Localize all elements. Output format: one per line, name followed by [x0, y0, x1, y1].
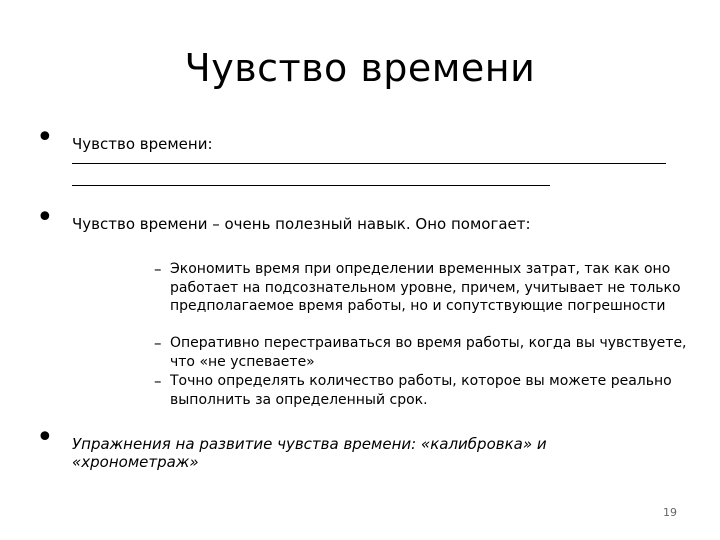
sub-item-text: Точно определять количество работы, которое вы можете реально выполнить за определенный срок. — [170, 373, 672, 408]
slide-title: Чувство времени — [184, 46, 536, 90]
dash-marker: – — [154, 334, 162, 352]
sub-item-text: Экономить время при определении временных затрат, так как оно работает на подсознательном уровне, причем, учитывает не только предполагаемое время работы, но и сопутствующие погрешности — [170, 261, 681, 314]
fill-in-blank-line — [72, 185, 550, 186]
dash-marker: – — [154, 372, 162, 390]
bullet-marker: • — [36, 120, 54, 155]
bullet-marker: • — [36, 420, 54, 455]
bullet-marker: • — [36, 200, 54, 235]
bullet-text-feeling-of-time: Чувство времени: — [72, 135, 213, 153]
bullet-text-useful-skill: Чувство времени – очень полезный навык. Оно помогает: — [72, 215, 531, 233]
sub-item-text: Оперативно перестраиваться во время работы, когда вы чувствуете, что «не успеваете» — [170, 335, 687, 370]
fill-in-blank-line — [72, 163, 666, 164]
sub-list-item — [154, 334, 687, 372]
sub-list-item — [154, 372, 684, 410]
sub-list-item — [154, 260, 684, 336]
bullet-text-exercises: Упражнения на развитие чувства времени: «калибровка» и «хронометраж» — [72, 435, 547, 471]
dash-marker: – — [154, 260, 162, 278]
page-number: 19 — [663, 506, 677, 519]
